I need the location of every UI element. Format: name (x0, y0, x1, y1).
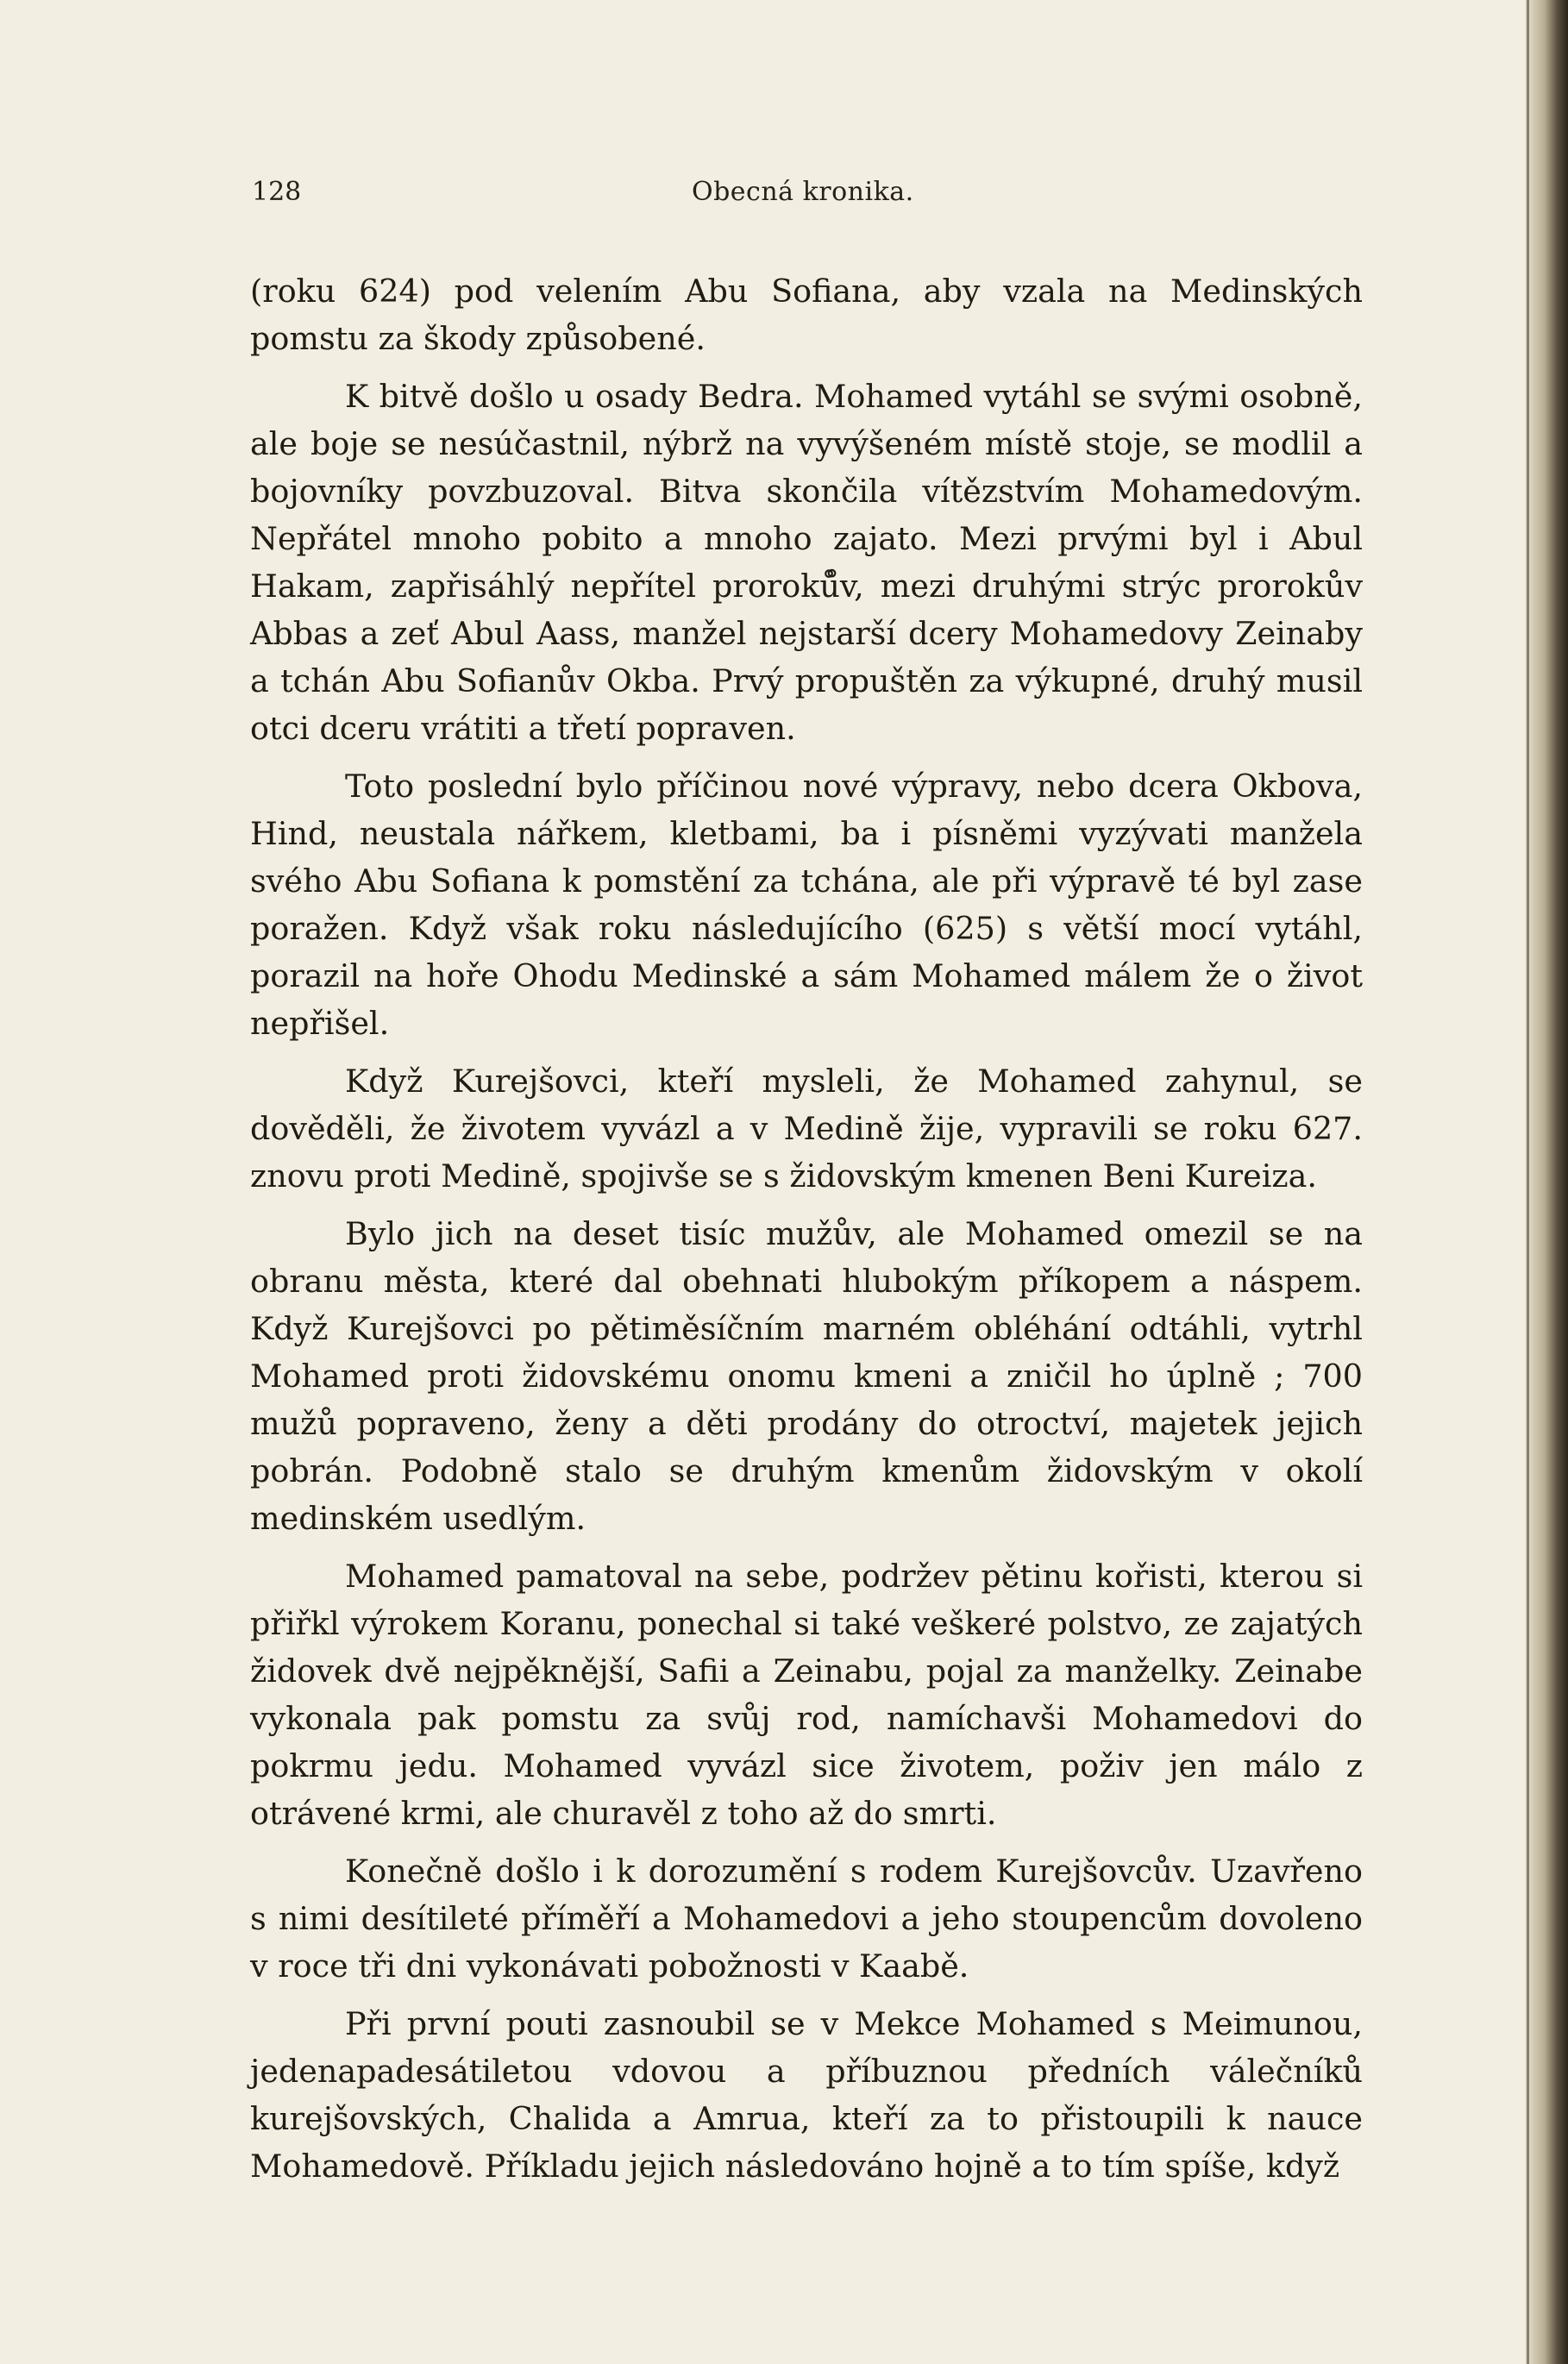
page-number: 128 (252, 177, 302, 207)
book-spine-edge (1527, 0, 1529, 2364)
page-header (252, 177, 1366, 220)
paragraph-4: Když Kurejšovci, kteří mysleli, že Mohamed zahynul, se dověděli, že životem vyvázl a v Medině žije, vypravili se roku 627. znovu proti Medině, spojivše se s židovským kmenen Beni Kureiza. (250, 1063, 1363, 1195)
paragraph-2: K bitvě došlo u osady Bedra. Mohamed vytáhl se svými osobně, ale boje se nesúčastnil, nýbrž na vyvýšeném místě stoje, se modlil a bojovníky povzbuzoval. Bitva skončila vítězstvím Mohamedovým. Nepřátel mnoho pobito a mnoho zajato. Mezi prvými byl i Abul Hakam, zapřisáhlý nepřítel proroků̊v, mezi druhými strýc prorokův Abbas a zeť Abul Aass, manžel nejstarší dcery Mohamedovy Zeinaby a tchán Abu Sofianův Okba. Prvý propuštěn za výkupné, druhý musil otci dceru vrátiti a třetí popraven. (250, 378, 1363, 747)
paragraph-7: Konečně došlo i k dorozumění s rodem Kurejšovcův. Uzavřeno s nimi desítileté příměří a Mohamedovi a jeho stoupencům dovoleno v roce tři dni vykonávati pobožnosti v Kaabě. (250, 1853, 1363, 1985)
paragraph-6: Mohamed pamatoval na sebe, podržev pětinu kořisti, kterou si přiřkl výrokem Koranu, ponechal si také veškeré polstvo, ze zajatých židovek dvě nejpěknější, Safii a Zeinabu, pojal za manželky. Zeinabe vykonala pak pomstu za svůj rod, namíchavši Mohamedovi do pokrmu jedu. Mohamed vyvázl sice životem, poživ jen málo z otrávené krmi, ale churavěl z toho až do smrti. (250, 1558, 1363, 1832)
paragraph-8: Při první pouti zasnoubil se v Mekce Mohamed s Meimunou, jedenapadesátiletou vdovou a příbuznou předních válečníků kurejšovských, Chalida a Amrua, kteří za to přistoupili k nauce Mohamedově. Příkladu jejich následováno hojně a to tím spíše, když (250, 2005, 1363, 2185)
paragraph-5: Bylo jich na deset tisíc mužův, ale Mohamed omezil se na obranu města, které dal obehnati hlubokým příkopem a náspem. Když Kurejšovci po pětiměsíčním marném obléhání odtáhli, vytrhl Mohamed proti židovskému onomu kmeni a zničil ho úplně ; 700 mužů popraveno, ženy a děti prodány do otroctví, majetek jejich pobrán. Podobně stalo se druhým kmenům židovským v okolí medinském usedlým. (250, 1215, 1363, 1537)
paragraph-3: Toto poslední bylo příčinou nové výpravy, nebo dcera Okbova, Hind, neustala nářkem, kletbami, ba i písněmi vyzývati manžela svého Abu Sofiana k pomstění za tchána, ale při výpravě té byl zase poražen. Když však roku následujícího (625) s větší mocí vytáhl, porazil na hoře Ohodu Medinské a sám Mohamed málem že o život nepřišel. (250, 768, 1363, 1042)
paragraph-1: (roku 624) pod velením Abu Sofiana, aby vzala na Medinských pomstu za škody způsobené. (250, 273, 1363, 357)
body-text (250, 267, 1363, 2200)
book-spine-shadow (1525, 0, 1568, 2364)
running-title: Obecná kronika. (692, 177, 914, 207)
